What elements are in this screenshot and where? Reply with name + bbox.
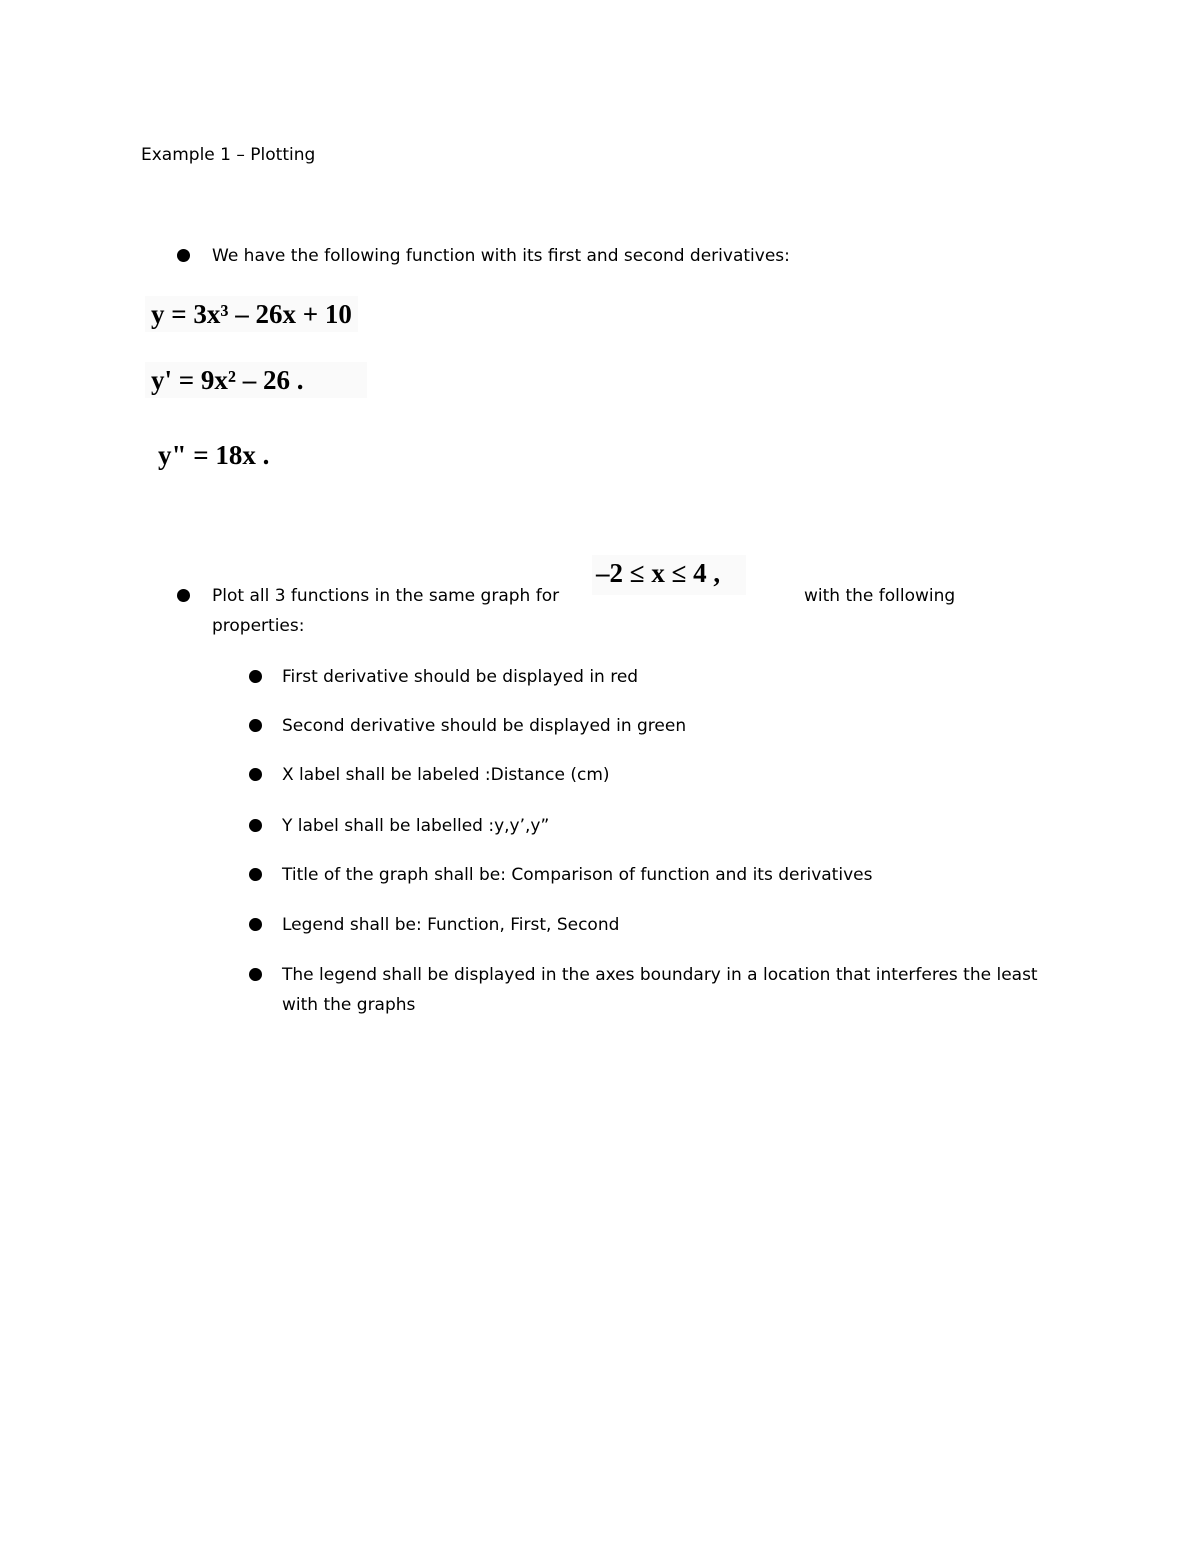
equation-y-prime: y' = 9x² – 26 . (145, 362, 367, 398)
plot-bullet-after (804, 581, 955, 611)
sub-bullet-dot (249, 768, 262, 781)
bullet-dot (177, 249, 190, 262)
property-item: Y label shall be labelled :y,y’,y” (282, 816, 550, 836)
sub-bullet-dot (249, 868, 262, 881)
property-item: X label shall be labeled :Distance (cm) (282, 765, 610, 785)
property-item: The legend shall be displayed in the axes boundary in a location that interferes the least (282, 965, 1038, 985)
plot-bullet-continuation (212, 611, 304, 641)
sub-bullet-dot (249, 918, 262, 931)
property-item: First derivative should be displayed in red (282, 667, 639, 687)
plot-bullet-text: Plot all 3 functions in the same graph for (212, 586, 560, 606)
plot-bullet-continuation-text: properties: (212, 616, 305, 636)
intro-bullet (212, 241, 790, 271)
property-item: Title of the graph shall be: Comparison of function and its derivatives (282, 865, 873, 885)
property-item: Second derivative should be displayed in green (282, 716, 687, 736)
page-heading: Example 1 – Plotting (141, 145, 316, 165)
sub-bullet-dot (249, 670, 262, 683)
property-item: Legend shall be: Function, First, Second (282, 915, 620, 935)
bullet-dot (177, 589, 190, 602)
equation-y: y = 3x³ – 26x + 10 (145, 296, 358, 332)
sub-bullet-dot (249, 968, 262, 981)
property-item-continuation: with the graphs (282, 995, 416, 1015)
sub-bullet-dot (249, 819, 262, 832)
sub-bullet-dot (249, 719, 262, 732)
intro-bullet-text: We have the following function with its first and second derivatives: (212, 246, 790, 266)
plot-bullet (212, 581, 559, 611)
equation-y-double-prime: y" = 18x . (152, 437, 275, 473)
plot-bullet-after-text: with the following (804, 586, 956, 606)
x-range-expression: –2 ≤ x ≤ 4 , (592, 555, 746, 595)
